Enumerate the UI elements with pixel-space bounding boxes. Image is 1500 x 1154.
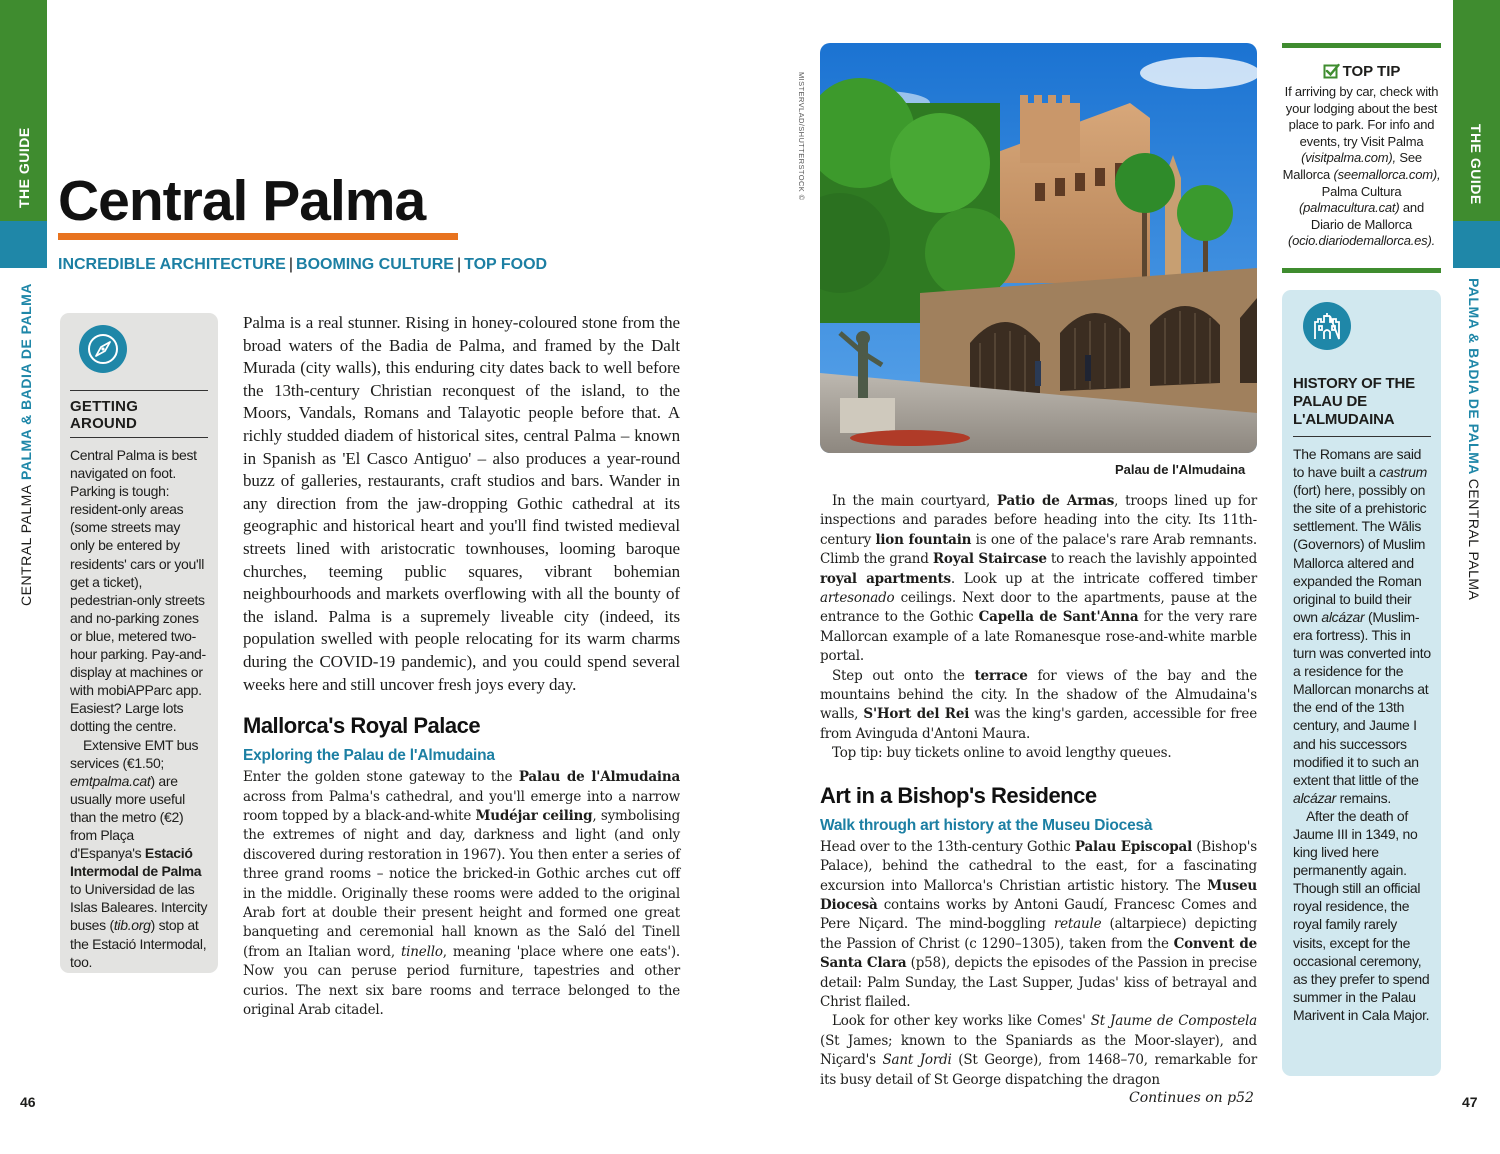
bishop-heading: Art in a Bishop's Residence	[820, 782, 1097, 808]
right-main-column	[820, 492, 1257, 1090]
castle-icon	[1303, 302, 1351, 350]
royal-palace-subheading: Exploring the Palau de l'Almudaina	[243, 747, 495, 765]
courtyard-p3: Top tip: buy tickets online to avoid lengthy queues.	[832, 745, 1172, 762]
royal-palace-heading: Mallorca's Royal Palace	[243, 713, 481, 739]
tagline-item: TOP FOOD	[464, 256, 548, 273]
divider	[70, 390, 208, 391]
history-text	[1293, 445, 1431, 1024]
left-main-column	[243, 312, 680, 1020]
tagline-separator: |	[456, 256, 462, 273]
photo-caption: Palau de l'Almudaina	[1115, 462, 1246, 477]
top-tip-box	[1282, 57, 1441, 250]
getting-around-p2: Extensive EMT bus services (€1.50; emtpalma.cat) are usually more useful than the metro (€2) from Plaça d'Espanya's Estació Intermodal de Palma to Universidad de las Islas Baleares. Intercity buses (tib.org) stop at the Estació Intermodal, too.	[70, 736, 208, 970]
left-guide-label: THE GUIDE	[16, 127, 32, 208]
top-tip-title: TOP TIP	[1342, 63, 1401, 80]
divider	[1293, 436, 1431, 437]
tagline-separator: |	[288, 256, 294, 273]
right-guide-label: THE GUIDE	[1468, 124, 1484, 205]
history-heading: HISTORY OF THE PALAU DE L'ALMUDAINA	[1293, 375, 1415, 428]
right-section-normal: CENTRAL PALMA	[1466, 478, 1482, 601]
bishop-text	[820, 838, 1257, 1090]
getting-around-heading: GETTING AROUND	[70, 398, 139, 432]
tagline	[58, 256, 547, 274]
intro-paragraph: Palma is a real stunner. Rising in honey-coloured stone from the broad waters of the Badia de Palma, and framed by the Dalt Murada (city walls), this enduring city dates back to well before the 13th-century Christian reconquest of the island, to the Moors, Vandals, Romans and Talayotic people before that. A richly studded diadem of historical sites, central Palma – known in Spanish as 'El Casco Antiguo' – also produces a year-round buzz of galleries, restaurants, craft studios and bars. Wander in any direction from the jaw-dropping Gothic cathedral at its geographic and historical heart and you'll find twisted medieval streets lined with aristocratic townhouses, looming baroque churches, teeming public squares, vibrant bohemian neighbourhoods and markets overflowing with all the bounty of the island. Palma is a supremely liveable city (indeed, its population swelled with people relocating for its warm charms during the COVID-19 pandemic), and you could spend several weeks here and still uncover fresh joys every day.	[243, 313, 680, 694]
checkbox-icon	[1323, 63, 1340, 80]
bishop-subheading: Walk through art history at the Museu Diocesà	[820, 816, 1153, 834]
top-tip-text: If arriving by car, check with your lodging about the best place to park. For info and events, try Visit Palma (visitpalma.com), See Mallorca (seemallorca.com), Palma Cultura (palmacultura.cat) and Diario de Mallorca (ocio.diariodemallorca.es).	[1282, 84, 1441, 249]
compass-icon	[79, 325, 127, 373]
history-p1: The Romans are said to have built a castrum (fort) here, possibly on the site of a prehistoric settlement. The Wālis (Governors) of Muslim Mallorca altered and expanded the Roman original to build their own alcázar (Muslim-era fortress). This in turn was converted into a residence for the Mallorcan monarchs at the end of the 13th century, and Jaume I and his successors modified it to such an extent that little of the alcázar remains.	[1293, 446, 1431, 806]
bishop-p2: Look for other key works like Comes' St Jaume de Compostela (St James; known to the Spaniards as the Moor-slayer), and Niçard's Sant Jordi (St George), from 1468–70, remarkable for its busy detail of St George dispatching the dragon	[820, 1013, 1257, 1088]
royal-palace-text	[243, 768, 680, 1020]
top-tip-rule-top	[1282, 43, 1441, 48]
tagline-item: BOOMING CULTURE	[296, 256, 454, 273]
getting-around-box	[60, 313, 218, 973]
top-tip-heading	[1282, 63, 1441, 80]
photo-credit: MISTERVLAD/SHUTTERSTOCK ©	[797, 72, 806, 201]
courtyard-p2: Step out onto the terrace for views of the bay and the mountains behind the city. In the shadow of the Almudaina's walls, S'Hort del Rei was the king's garden, accessible for free from Avinguda d'Antoni Maura.	[820, 667, 1258, 742]
left-section-label	[18, 283, 34, 606]
getting-around-text	[70, 446, 208, 971]
top-tip-rule-bottom	[1282, 268, 1441, 273]
left-section-accent: PALMA & BADIA DE PALMA	[18, 283, 34, 480]
right-section-tab	[1453, 221, 1500, 268]
palace-photo	[820, 43, 1257, 453]
courtyard-p1: In the main courtyard, Patio de Armas, troops lined up for inspections and parades before heading into the city. Its 11th-century lion fountain is one of the palace's rare Arab remnants. Climb the grand Royal Staircase to reach the lavishly appointed royal apartments. Look up at the intricate coffered timber artesonado ceilings. Next door to the apartments, pause at the entrance to the Gothic Capella de Sant'Anna for the very rare Mallorcan example of a late Romanesque rose-and-white marble portal.	[820, 493, 1258, 665]
title-underline	[58, 233, 458, 240]
continues-note: Continues on p52	[1129, 1090, 1254, 1106]
courtyard-text	[820, 492, 1257, 764]
divider	[70, 437, 208, 438]
history-p2: After the death of Jaume III in 1349, no king lived here permanently again. Though still an official royal residence, the royal family rarely visits, except for the occasional ceremony, as they prefer to spend summer in the Palau Marivent in Cala Major.	[1293, 807, 1430, 1023]
bishop-p1: Head over to the 13th-century Gothic Palau Episcopal (Bishop's Palace), behind the cathedral to the east, for a fascinating excursion into Mallorca's Christian artistic history. The Museu Diocesà contains works by Antoni Gaudí, Francesc Comes and Pere Niçard. The mind-boggling retaule (altarpiece) depicting the Passion of Christ (c 1290–1305), taken from the Convent de Santa Clara (p58), depicts the episodes of the Passion in precise detail: Palm Sunday, the Last Supper, Judas' kiss of betrayal and Christ flailed.	[820, 838, 1258, 1010]
page-number-left: 46	[20, 1094, 36, 1110]
page-number-right: 47	[1462, 1094, 1478, 1110]
getting-around-p1: Central Palma is best navigated on foot. Parking is tough: resident-only areas (some streets may only be entered by residents' cars or you'll get a ticket), pedestrian-only streets and no-parking zones or blue, metered two-hour parking. Pay-and-display at machines or with mobiAPParc app. Easiest? Large lots dotting the centre.	[70, 447, 206, 735]
left-section-tab	[0, 221, 47, 268]
right-section-accent: PALMA & BADIA DE PALMA	[1466, 278, 1482, 475]
left-section-normal: CENTRAL PALMA	[18, 484, 34, 606]
royal-palace-p1: Enter the golden stone gateway to the Palau de l'Almudaina across from Palma's cathedral, and you'll emerge into a narrow room topped by a black-and-white Mudéjar ceiling, symbolising the extremes of night and day, darkness and light (and only discovered during restoration in 1967). You then enter a series of three grand rooms – notice the bricked-in Gothic arches cut off in the middle. Originally these rooms were added to the original Arab fort at double their present height and formed one great banqueting and ceremonial hall known as the Saló del Tinell (from an Italian word, tinello, meaning 'place where one eats'). Now you can peruse period furniture, tapestries and other curios. The next six bare rooms and terrace belonged to the original Arab citadel.	[243, 769, 681, 1018]
right-section-label	[1466, 278, 1482, 600]
tagline-item: INCREDIBLE ARCHITECTURE	[58, 256, 286, 273]
page-title: Central Palma	[58, 169, 426, 233]
history-box	[1282, 290, 1441, 1076]
